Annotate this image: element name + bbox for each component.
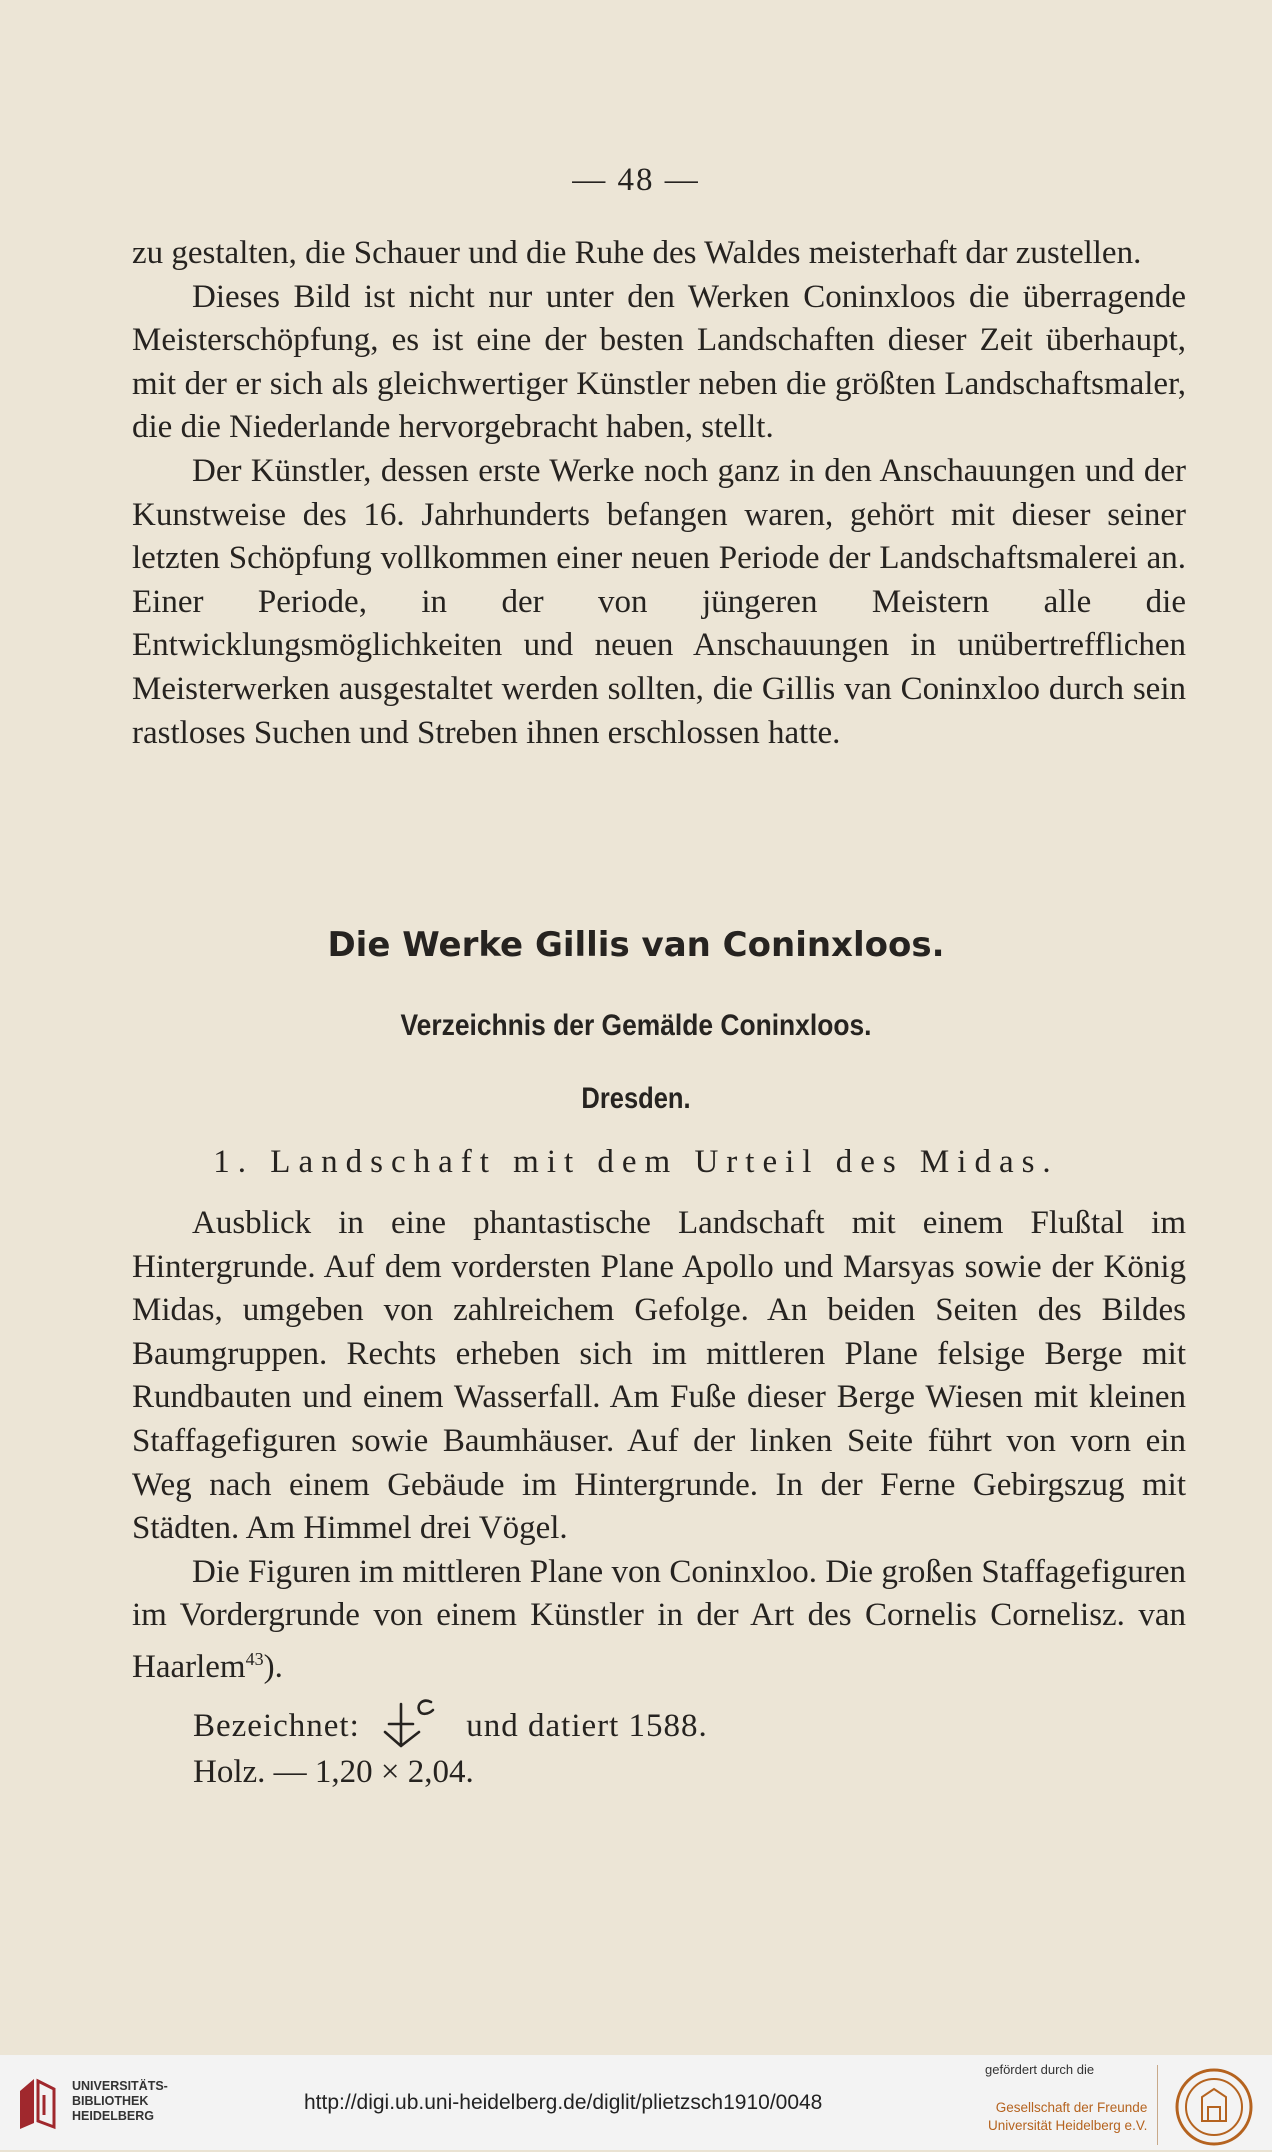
entry-description: Ausblick in eine phantastische Landschaft mit einem Flußtal im Hintergrunde. Auf dem vordersten Plane Apollo und Marsyas sowie der König Midas, umgeben von zahlreichem Gefolge. An beiden Seiten des Bildes Baumgruppen. Rechts erheben sich im mittleren Plane felsige Berge mit Rundbauten und einem Wasserfall. Am Fuße dieser Berge Wiesen mit kleinen Staffagefiguren sowie Baumhäuser. Auf der linken Seite führt von vorn ein Weg nach einem Gebäude im Hintergrunde. In der Ferne Gebirgszug mit Städten. Am Himmel drei Vögel. [132, 1205, 1186, 1547]
signature-line [193, 1696, 708, 1761]
footnote-ref: 43 [245, 1648, 264, 1669]
funded-by-label: gefördert durch die [985, 2062, 1095, 2077]
intro-text [132, 232, 1186, 755]
paragraph-3: Der Künstler, dessen erste Werke noch ganz in den Anschauungen und der Kunstweise des 16. Jahrhunderts befangen waren, gehört mit dieser seiner letzten Schöpfung vollkommen einer neuen Periode der Landschaftsmalerei an. Einer Periode, in der von jüngeren Meistern alle die Entwicklungsmöglichkeiten und neuen Anschauungen in unübertrefflichen Meisterwerken ausgestaltet werden sollten, die Gillis van Coninxloo durch sein rastloses Suchen und Streben ihnen erschlossen hatte. [132, 452, 1186, 751]
entry-title: 1. Landschaft mit dem Urteil des Midas. [213, 1144, 1059, 1180]
signature-date: und datiert 1588. [466, 1708, 708, 1745]
attribution-end: ). [263, 1648, 283, 1685]
library-name: UNIVERSITÄTS- BIBLIOTHEK HEIDELBERG [72, 2079, 168, 2123]
society-name: Gesellschaft der Freunde Universität Heidelberg e.V. [988, 2100, 1148, 2133]
page-number: — 48 — [572, 162, 700, 198]
footer-divider [1157, 2065, 1158, 2145]
university-seal-icon [1172, 2067, 1256, 2152]
location-heading: Dresden. [581, 1082, 691, 1115]
paragraph-2: Dieses Bild ist nicht nur unter den Werken Coninxloos die überragende Meisterschöpfung, es ist eine der besten Landschaften dieser Zeit überhaupt, mit der er sich als gleichwertiger Künstler neben die größten Landschaftsmaler, die die Niederlande hervorgebracht haben, stellt. [132, 278, 1186, 446]
entry-text [132, 1202, 1186, 1690]
paragraph-1: zu gestalten, die Schauer und die Ruhe des Waldes meisterhaft dar zustellen. [132, 235, 1142, 271]
dimensions-line: Holz. — 1,20 × 2,04. [193, 1754, 474, 1790]
library-logo-icon [14, 2077, 60, 2136]
signature-label: Bezeichnet: [193, 1708, 360, 1745]
entry-attribution [132, 1551, 1186, 1690]
permalink[interactable]: http://digi.ub.uni-heidelberg.de/diglit/plietzsch1910/0048 [304, 2091, 823, 2114]
attribution-text: Die Figuren im mittleren Plane von Coninxloo. Die großen Staffagefiguren im Vordergrunde von einem Künstler in der Art des Cornelis Cornelisz. van Haarlem [132, 1553, 1186, 1685]
monogram-signature-icon [379, 1696, 441, 1761]
digitization-footer [0, 2055, 1272, 2150]
subsection-heading: Verzeichnis der Gemälde Coninxloos. [400, 1009, 872, 1042]
section-heading: Die Werke Gillis van Coninxloos. [327, 925, 945, 965]
